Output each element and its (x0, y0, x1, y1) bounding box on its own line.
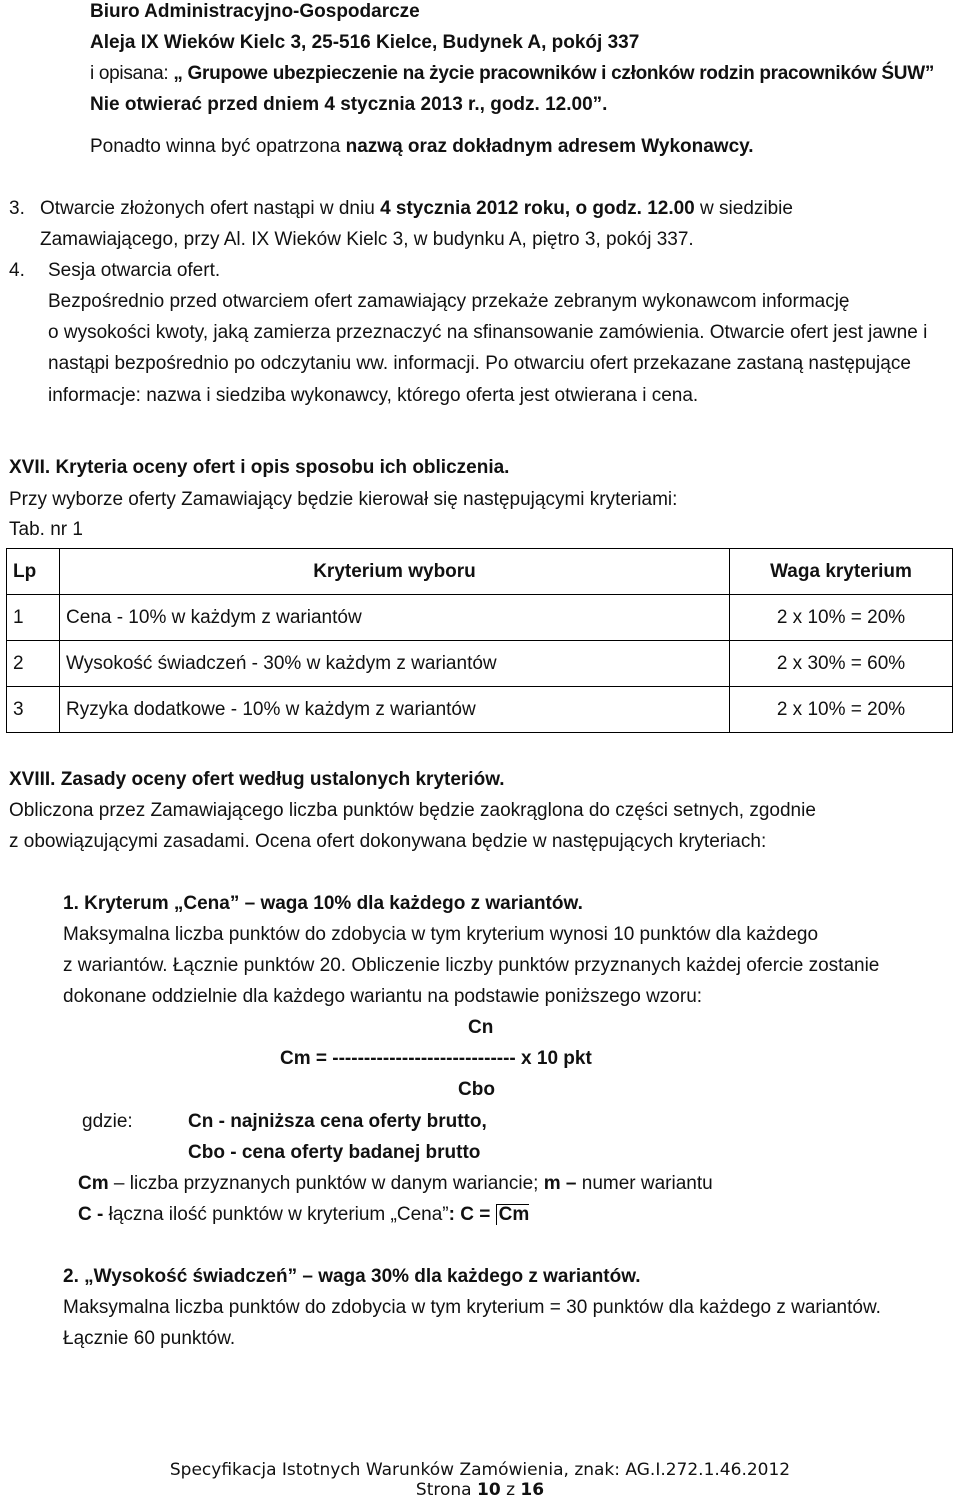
formula-denominator: Cbo (458, 1079, 495, 1100)
section-17-heading: XVII. Kryteria oceny ofert i opis sposobu ich obliczenia. (9, 457, 510, 478)
table-header-row (7, 549, 953, 595)
definition-cn-symbol: Cn (188, 1111, 214, 1132)
point-4-para-line-1: Bezpośrednio przed otwarciem ofert zamawiający przekaże zebranym wykonawcom informację (48, 291, 850, 312)
header-line-1: Biuro Administracyjno-Gospodarcze (90, 1, 420, 22)
table-label: Tab. nr 1 (9, 519, 83, 540)
point-4-para-line-2: o wysokości kwoty, jaką zamierza przeznaczyć na sfinansowanie zamówienia. Otwarcie ofert jest jawne i (48, 322, 928, 343)
table-cell-lp: 1 (7, 595, 60, 641)
definition-c-equals: : C = (448, 1204, 496, 1225)
table-header-weight: Waga kryterium (730, 549, 953, 595)
point-4-title: Sesja otwarcia ofert. (48, 260, 221, 281)
definition-m-text: numer wariantu (576, 1173, 713, 1194)
table-header-lp: Lp (7, 549, 60, 595)
footer-specification: Specyfikacja Istotnych Warunków Zamówienia, znak: AG.I.272.1.46.2012 (169, 1460, 791, 1480)
table-cell-weight: 2 x 10% = 20% (730, 687, 953, 733)
section-18-heading: XVIII. Zasady oceny ofert według ustalonych kryteriów. (9, 769, 505, 790)
criteria-table (6, 548, 953, 733)
definition-cm-text: – liczba przyznanych punktów w danym wariancie; (108, 1173, 544, 1194)
point-4-number: 4. (9, 260, 25, 281)
point-4-para-line-3: nastąpi bezpośrednio po odczytaniu ww. informacji. Po otwarciu ofert przekazane zastaną następujące (48, 353, 911, 374)
where-label: gdzie: (82, 1111, 133, 1132)
point-4-para-line-4: informacje: nazwa i siedziba wykonawcy, którego oferta jest otwierana i cena. (48, 385, 699, 406)
table-header-criterion: Kryterium wyboru (60, 549, 730, 595)
section-17-intro: Przy wyborze oferty Zamawiający będzie kierował się następującymi kryteriami: (9, 489, 678, 510)
point-3-number: 3. (9, 198, 25, 219)
point-3-text-b: 4 stycznia 2012 roku, o godz. 12.00 (380, 198, 701, 219)
footer-page-prefix: Strona (415, 1480, 477, 1500)
definition-c (78, 1203, 529, 1227)
formula-numerator: Cn (468, 1017, 494, 1038)
sum-symbol-cm: Cm (496, 1204, 530, 1225)
table-cell-criterion: Wysokość świadczeń - 30% w każdym z wariantów (60, 641, 730, 687)
criterion-1-line-2: z wariantów. Łącznie punktów 20. Obliczenie liczby punktów przyznanych każdej ofercie zostanie (63, 955, 880, 976)
criterion-1-heading: 1. Kryterum „Cena” – waga 10% dla każdego z wariantów. (63, 893, 583, 914)
point-3-text-c: w siedzibie (700, 198, 793, 219)
table-row (7, 641, 953, 687)
header-line-3-prefix: i opisana: (90, 63, 174, 84)
footer-page-total: 16 (520, 1480, 545, 1500)
section-18-para-line-2: z obowiązującymi zasadami. Ocena ofert dokonywana będzie w następujących kryteriach: (9, 831, 767, 852)
definition-cm (78, 1172, 713, 1196)
header-line-5 (90, 135, 754, 159)
table-cell-weight: 2 x 30% = 60% (730, 641, 953, 687)
footer-page-number (0, 1480, 960, 1500)
table-row (7, 687, 953, 733)
point-3-line-1 (40, 197, 793, 221)
header-line-5-normal: Ponadto winna być opatrzona (90, 136, 346, 157)
footer-page-current: 10 (477, 1480, 501, 1500)
footer-page-mid: z (500, 1480, 521, 1500)
header-line-5-bold: nazwą oraz dokładnym adresem Wykonawcy. (345, 136, 754, 157)
point-3-line-2: Zamawiającego, przy Al. IX Wieków Kielc 3, w budynku A, piętro 3, pokój 337. (40, 229, 694, 250)
table-cell-weight: 2 x 10% = 20% (730, 595, 953, 641)
table-cell-criterion: Ryzyka dodatkowe - 10% w każdym z wariantów (60, 687, 730, 733)
criterion-2-heading: 2. „Wysokość świadczeń” – waga 30% dla każdego z wariantów. (63, 1266, 641, 1287)
definition-cn (188, 1110, 487, 1134)
section-18-para-line-1: Obliczona przez Zamawiającego liczba punktów będzie zaokrąglona do części setnych, zgodnie (9, 800, 816, 821)
header-line-2: Aleja IX Wieków Kielc 3, 25-516 Kielce, Budynek A, pokój 337 (90, 32, 640, 53)
header-line-3-title: „ Grupowe ubezpieczenie na życie pracowników i członków rodzin pracowników ŚUW” (173, 63, 935, 84)
definition-m-symbol: m – (543, 1173, 577, 1194)
definition-cn-text: - najniższa cena oferty brutto, (213, 1111, 487, 1132)
criterion-1-line-3: dokonane oddzielnie dla każdego wariantu na podstawie poniższego wzoru: (63, 986, 703, 1007)
header-line-3 (90, 62, 934, 86)
point-3-text-a: Otwarcie złożonych ofert nastąpi w dniu (40, 198, 381, 219)
table-row (7, 595, 953, 641)
criterion-2-line-2: Łącznie 60 punktów. (63, 1328, 236, 1349)
table-cell-lp: 2 (7, 641, 60, 687)
criterion-2-line-1: Maksymalna liczba punktów do zdobycia w tym kryterium = 30 punktów dla każdego z wariantów. (63, 1297, 881, 1318)
table-cell-lp: 3 (7, 687, 60, 733)
criterion-1-line-1: Maksymalna liczba punktów do zdobycia w tym kryterium wynosi 10 punktów dla każdego (63, 924, 819, 945)
table-cell-criterion: Cena - 10% w każdym z wariantów (60, 595, 730, 641)
header-line-4: Nie otwierać przed dniem 4 stycznia 2013 r., godz. 12.00”. (90, 94, 608, 115)
formula-equation: Cm = ----------------------------- x 10 pkt (280, 1048, 592, 1069)
definition-cm-symbol: Cm (78, 1173, 109, 1194)
definition-cbo: Cbo - cena oferty badanej brutto (188, 1142, 481, 1163)
definition-c-symbol: C - (78, 1204, 104, 1225)
definition-c-text: łączna ilość punktów w kryterium „Cena” (103, 1204, 449, 1225)
